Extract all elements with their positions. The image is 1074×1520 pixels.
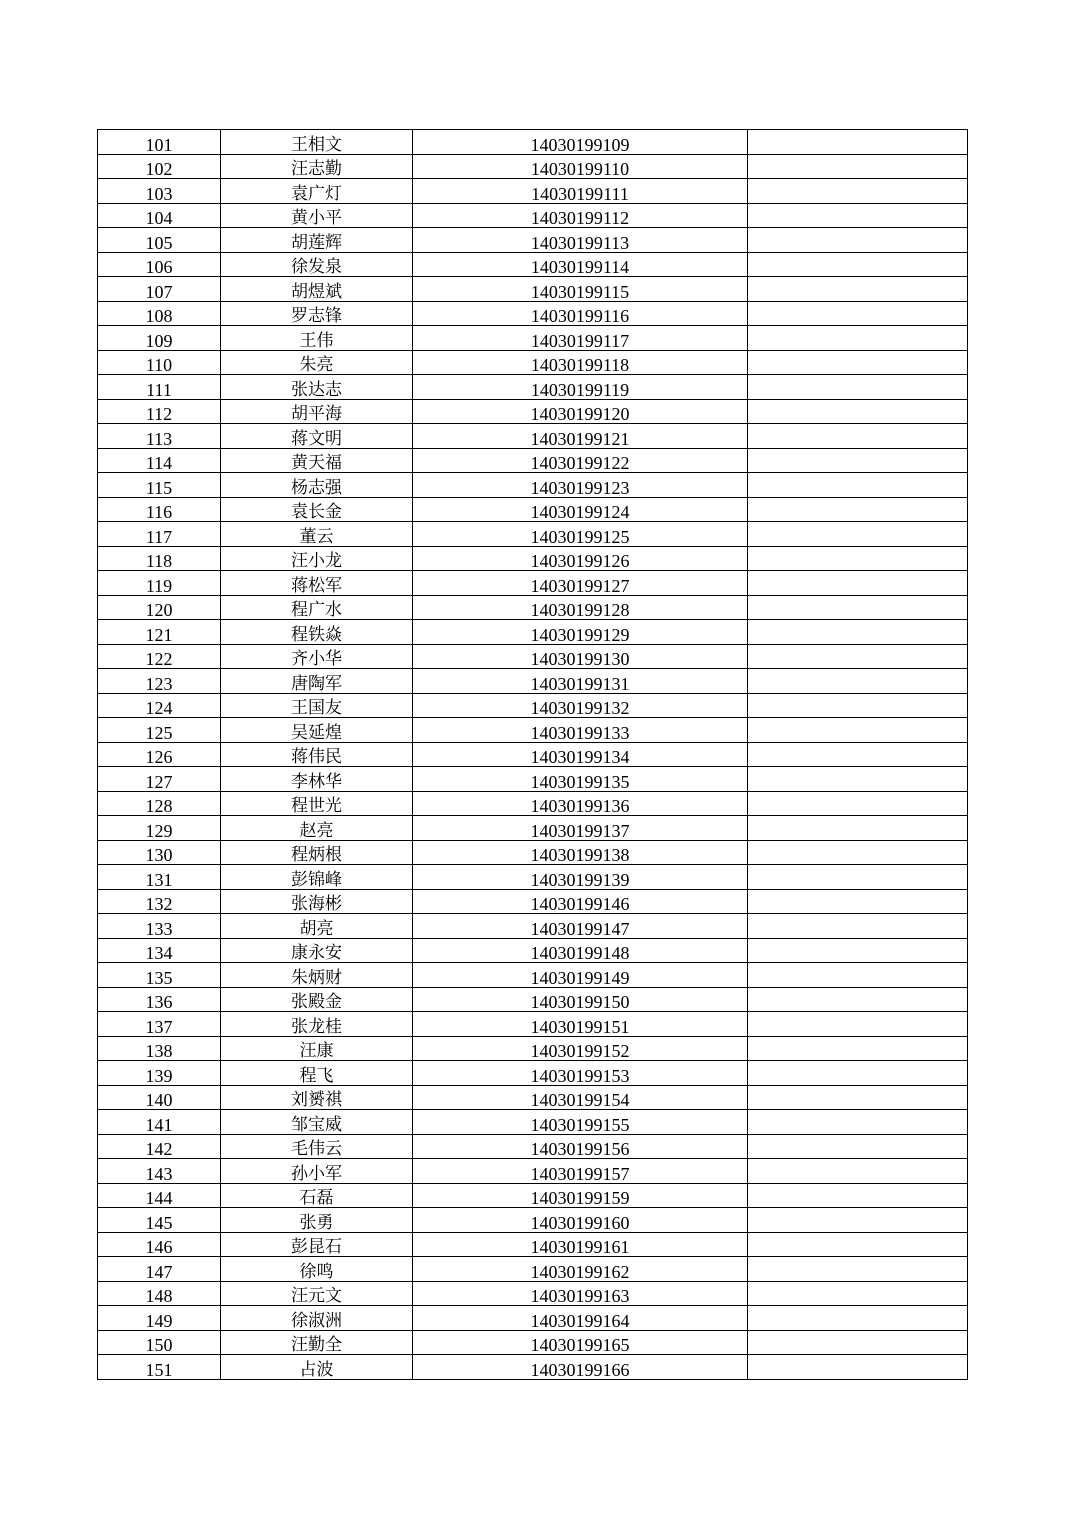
name-cell: 程广水: [221, 595, 413, 620]
row-number-cell: 139: [98, 1061, 221, 1086]
remark-cell: [748, 840, 968, 865]
remark-cell: [748, 130, 968, 155]
name-cell: 赵亮: [221, 816, 413, 841]
id-number-cell: 14030199129: [413, 620, 748, 645]
name-cell: 王国友: [221, 693, 413, 718]
name-cell: 朱炳财: [221, 963, 413, 988]
table-row: [98, 791, 968, 816]
name-cell: 徐发泉: [221, 252, 413, 277]
row-number-cell: 104: [98, 203, 221, 228]
table-row: [98, 130, 968, 155]
table-row: [98, 816, 968, 841]
name-cell: 程世光: [221, 791, 413, 816]
table-row: [98, 179, 968, 204]
name-cell: 汪志勤: [221, 154, 413, 179]
name-cell: 邹宝威: [221, 1110, 413, 1135]
remark-cell: [748, 350, 968, 375]
table-row: [98, 473, 968, 498]
remark-cell: [748, 571, 968, 596]
id-number-cell: 14030199137: [413, 816, 748, 841]
id-number-cell: 14030199165: [413, 1330, 748, 1355]
name-cell: 朱亮: [221, 350, 413, 375]
row-number-cell: 135: [98, 963, 221, 988]
remark-cell: [748, 375, 968, 400]
name-cell: 胡煜斌: [221, 277, 413, 302]
id-number-cell: 14030199151: [413, 1012, 748, 1037]
remark-cell: [748, 1159, 968, 1184]
table-row: [98, 644, 968, 669]
row-number-cell: 142: [98, 1134, 221, 1159]
id-number-cell: 14030199136: [413, 791, 748, 816]
table-row: [98, 987, 968, 1012]
table-row: [98, 718, 968, 743]
name-cell: 汪元文: [221, 1281, 413, 1306]
row-number-cell: 151: [98, 1355, 221, 1380]
id-number-cell: 14030199160: [413, 1208, 748, 1233]
id-number-cell: 14030199124: [413, 497, 748, 522]
table-row: [98, 1085, 968, 1110]
table-row: [98, 889, 968, 914]
table-row: [98, 865, 968, 890]
remark-cell: [748, 546, 968, 571]
name-cell: 徐淑洲: [221, 1306, 413, 1331]
id-number-cell: 14030199146: [413, 889, 748, 914]
row-number-cell: 140: [98, 1085, 221, 1110]
name-cell: 王相文: [221, 130, 413, 155]
remark-cell: [748, 301, 968, 326]
table-row: [98, 203, 968, 228]
name-cell: 李林华: [221, 767, 413, 792]
name-cell: 康永安: [221, 938, 413, 963]
row-number-cell: 102: [98, 154, 221, 179]
row-number-cell: 105: [98, 228, 221, 253]
id-number-cell: 14030199117: [413, 326, 748, 351]
row-number-cell: 117: [98, 522, 221, 547]
remark-cell: [748, 399, 968, 424]
table-row: [98, 154, 968, 179]
name-cell: 胡莲辉: [221, 228, 413, 253]
name-cell: 胡亮: [221, 914, 413, 939]
name-cell: 占波: [221, 1355, 413, 1380]
table-row: [98, 252, 968, 277]
id-number-cell: 14030199164: [413, 1306, 748, 1331]
id-number-cell: 14030199153: [413, 1061, 748, 1086]
name-cell: 石磊: [221, 1183, 413, 1208]
remark-cell: [748, 448, 968, 473]
id-number-cell: 14030199147: [413, 914, 748, 939]
name-cell: 齐小华: [221, 644, 413, 669]
name-cell: 徐鸣: [221, 1257, 413, 1282]
table-row: [98, 448, 968, 473]
row-number-cell: 134: [98, 938, 221, 963]
remark-cell: [748, 1306, 968, 1331]
id-number-cell: 14030199119: [413, 375, 748, 400]
id-number-cell: 14030199132: [413, 693, 748, 718]
row-number-cell: 131: [98, 865, 221, 890]
row-number-cell: 133: [98, 914, 221, 939]
table-row: [98, 595, 968, 620]
name-cell: 蒋伟民: [221, 742, 413, 767]
remark-cell: [748, 277, 968, 302]
remark-cell: [748, 963, 968, 988]
remark-cell: [748, 620, 968, 645]
id-number-cell: 14030199152: [413, 1036, 748, 1061]
remark-cell: [748, 1036, 968, 1061]
row-number-cell: 116: [98, 497, 221, 522]
row-number-cell: 130: [98, 840, 221, 865]
name-cell: 程炳根: [221, 840, 413, 865]
id-number-cell: 14030199120: [413, 399, 748, 424]
row-number-cell: 147: [98, 1257, 221, 1282]
name-cell: 程飞: [221, 1061, 413, 1086]
remark-cell: [748, 791, 968, 816]
name-cell: 袁长金: [221, 497, 413, 522]
name-cell: 蒋松军: [221, 571, 413, 596]
name-cell: 孙小军: [221, 1159, 413, 1184]
table-row: [98, 767, 968, 792]
id-number-cell: 14030199126: [413, 546, 748, 571]
table-row: [98, 1061, 968, 1086]
row-number-cell: 101: [98, 130, 221, 155]
id-number-cell: 14030199133: [413, 718, 748, 743]
id-number-cell: 14030199128: [413, 595, 748, 620]
id-number-cell: 14030199123: [413, 473, 748, 498]
id-number-cell: 14030199127: [413, 571, 748, 596]
remark-cell: [748, 914, 968, 939]
remark-cell: [748, 1012, 968, 1037]
remark-cell: [748, 179, 968, 204]
remark-cell: [748, 938, 968, 963]
remark-cell: [748, 1110, 968, 1135]
name-cell: 张勇: [221, 1208, 413, 1233]
table-row: [98, 301, 968, 326]
table-row: [98, 1306, 968, 1331]
row-number-cell: 108: [98, 301, 221, 326]
name-cell: 彭昆石: [221, 1232, 413, 1257]
row-number-cell: 128: [98, 791, 221, 816]
table-row: [98, 1110, 968, 1135]
row-number-cell: 132: [98, 889, 221, 914]
table-row: [98, 620, 968, 645]
id-number-cell: 14030199130: [413, 644, 748, 669]
table-row: [98, 742, 968, 767]
row-number-cell: 119: [98, 571, 221, 596]
remark-cell: [748, 473, 968, 498]
row-number-cell: 121: [98, 620, 221, 645]
name-cell: 王伟: [221, 326, 413, 351]
remark-cell: [748, 595, 968, 620]
id-number-cell: 14030199156: [413, 1134, 748, 1159]
remark-cell: [748, 767, 968, 792]
id-number-cell: 14030199166: [413, 1355, 748, 1380]
remark-cell: [748, 522, 968, 547]
remark-cell: [748, 742, 968, 767]
name-cell: 程铁焱: [221, 620, 413, 645]
id-number-cell: 14030199149: [413, 963, 748, 988]
remark-cell: [748, 1232, 968, 1257]
id-number-cell: 14030199134: [413, 742, 748, 767]
id-number-cell: 14030199150: [413, 987, 748, 1012]
table-row: [98, 546, 968, 571]
table-row: [98, 1159, 968, 1184]
name-cell: 刘赟祺: [221, 1085, 413, 1110]
row-number-cell: 146: [98, 1232, 221, 1257]
row-number-cell: 143: [98, 1159, 221, 1184]
name-cell: 罗志锋: [221, 301, 413, 326]
table-row: [98, 1183, 968, 1208]
remark-cell: [748, 1208, 968, 1233]
remark-cell: [748, 154, 968, 179]
remark-cell: [748, 228, 968, 253]
remark-cell: [748, 326, 968, 351]
remark-cell: [748, 1257, 968, 1282]
remark-cell: [748, 816, 968, 841]
row-number-cell: 115: [98, 473, 221, 498]
name-cell: 汪小龙: [221, 546, 413, 571]
name-cell: 毛伟云: [221, 1134, 413, 1159]
table-row: [98, 522, 968, 547]
row-number-cell: 124: [98, 693, 221, 718]
remark-cell: [748, 1330, 968, 1355]
remark-cell: [748, 252, 968, 277]
row-number-cell: 120: [98, 595, 221, 620]
row-number-cell: 126: [98, 742, 221, 767]
table-row: [98, 571, 968, 596]
name-cell: 唐陶军: [221, 669, 413, 694]
row-number-cell: 103: [98, 179, 221, 204]
table-row: [98, 399, 968, 424]
row-number-cell: 109: [98, 326, 221, 351]
name-cell: 张龙桂: [221, 1012, 413, 1037]
row-number-cell: 122: [98, 644, 221, 669]
table-row: [98, 350, 968, 375]
id-number-cell: 14030199115: [413, 277, 748, 302]
id-number-cell: 14030199159: [413, 1183, 748, 1208]
remark-cell: [748, 889, 968, 914]
name-cell: 袁广灯: [221, 179, 413, 204]
name-cell: 张达志: [221, 375, 413, 400]
row-number-cell: 110: [98, 350, 221, 375]
id-number-cell: 14030199116: [413, 301, 748, 326]
table-row: [98, 326, 968, 351]
row-number-cell: 123: [98, 669, 221, 694]
table-row: [98, 1208, 968, 1233]
row-number-cell: 138: [98, 1036, 221, 1061]
remark-cell: [748, 424, 968, 449]
name-cell: 蒋文明: [221, 424, 413, 449]
name-cell: 汪康: [221, 1036, 413, 1061]
table-row: [98, 1134, 968, 1159]
table-row: [98, 963, 968, 988]
table-row: [98, 1257, 968, 1282]
name-cell: 汪勤全: [221, 1330, 413, 1355]
id-number-cell: 14030199112: [413, 203, 748, 228]
remark-cell: [748, 497, 968, 522]
remark-cell: [748, 987, 968, 1012]
table-body: [98, 130, 968, 1380]
name-cell: 黄小平: [221, 203, 413, 228]
row-number-cell: 127: [98, 767, 221, 792]
row-number-cell: 141: [98, 1110, 221, 1135]
table-row: [98, 1012, 968, 1037]
id-number-cell: 14030199125: [413, 522, 748, 547]
remark-cell: [748, 1355, 968, 1380]
table-row: [98, 1232, 968, 1257]
remark-cell: [748, 1183, 968, 1208]
remark-cell: [748, 203, 968, 228]
table-row: [98, 375, 968, 400]
row-number-cell: 125: [98, 718, 221, 743]
remark-cell: [748, 865, 968, 890]
table-row: [98, 497, 968, 522]
id-number-cell: 14030199131: [413, 669, 748, 694]
row-number-cell: 107: [98, 277, 221, 302]
remark-cell: [748, 1281, 968, 1306]
table-row: [98, 1036, 968, 1061]
row-number-cell: 112: [98, 399, 221, 424]
name-cell: 黄天福: [221, 448, 413, 473]
table-row: [98, 1330, 968, 1355]
table-row: [98, 938, 968, 963]
table-row: [98, 914, 968, 939]
id-number-cell: 14030199157: [413, 1159, 748, 1184]
row-number-cell: 114: [98, 448, 221, 473]
id-number-cell: 14030199113: [413, 228, 748, 253]
id-number-cell: 14030199122: [413, 448, 748, 473]
row-number-cell: 129: [98, 816, 221, 841]
id-number-cell: 14030199155: [413, 1110, 748, 1135]
id-number-cell: 14030199111: [413, 179, 748, 204]
remark-cell: [748, 1085, 968, 1110]
row-number-cell: 113: [98, 424, 221, 449]
id-number-cell: 14030199139: [413, 865, 748, 890]
row-number-cell: 106: [98, 252, 221, 277]
table-row: [98, 693, 968, 718]
remark-cell: [748, 693, 968, 718]
id-number-cell: 14030199114: [413, 252, 748, 277]
id-number-cell: 14030199121: [413, 424, 748, 449]
name-cell: 张海彬: [221, 889, 413, 914]
table-row: [98, 1281, 968, 1306]
id-number-cell: 14030199148: [413, 938, 748, 963]
id-number-cell: 14030199135: [413, 767, 748, 792]
row-number-cell: 150: [98, 1330, 221, 1355]
id-number-cell: 14030199138: [413, 840, 748, 865]
id-number-cell: 14030199154: [413, 1085, 748, 1110]
name-cell: 吴延煌: [221, 718, 413, 743]
table-row: [98, 840, 968, 865]
row-number-cell: 148: [98, 1281, 221, 1306]
id-number-cell: 14030199110: [413, 154, 748, 179]
row-number-cell: 118: [98, 546, 221, 571]
row-number-cell: 149: [98, 1306, 221, 1331]
id-number-cell: 14030199163: [413, 1281, 748, 1306]
table-row: [98, 669, 968, 694]
name-cell: 胡平海: [221, 399, 413, 424]
data-table: [97, 129, 968, 1380]
row-number-cell: 144: [98, 1183, 221, 1208]
remark-cell: [748, 644, 968, 669]
name-cell: 杨志强: [221, 473, 413, 498]
name-cell: 张殿金: [221, 987, 413, 1012]
remark-cell: [748, 669, 968, 694]
row-number-cell: 111: [98, 375, 221, 400]
row-number-cell: 136: [98, 987, 221, 1012]
id-number-cell: 14030199109: [413, 130, 748, 155]
remark-cell: [748, 718, 968, 743]
remark-cell: [748, 1134, 968, 1159]
table-row: [98, 228, 968, 253]
row-number-cell: 145: [98, 1208, 221, 1233]
id-number-cell: 14030199118: [413, 350, 748, 375]
row-number-cell: 137: [98, 1012, 221, 1037]
remark-cell: [748, 1061, 968, 1086]
id-number-cell: 14030199162: [413, 1257, 748, 1282]
table-row: [98, 424, 968, 449]
id-number-cell: 14030199161: [413, 1232, 748, 1257]
name-cell: 彭锦峰: [221, 865, 413, 890]
table-row: [98, 277, 968, 302]
table-row: [98, 1355, 968, 1380]
name-cell: 董云: [221, 522, 413, 547]
